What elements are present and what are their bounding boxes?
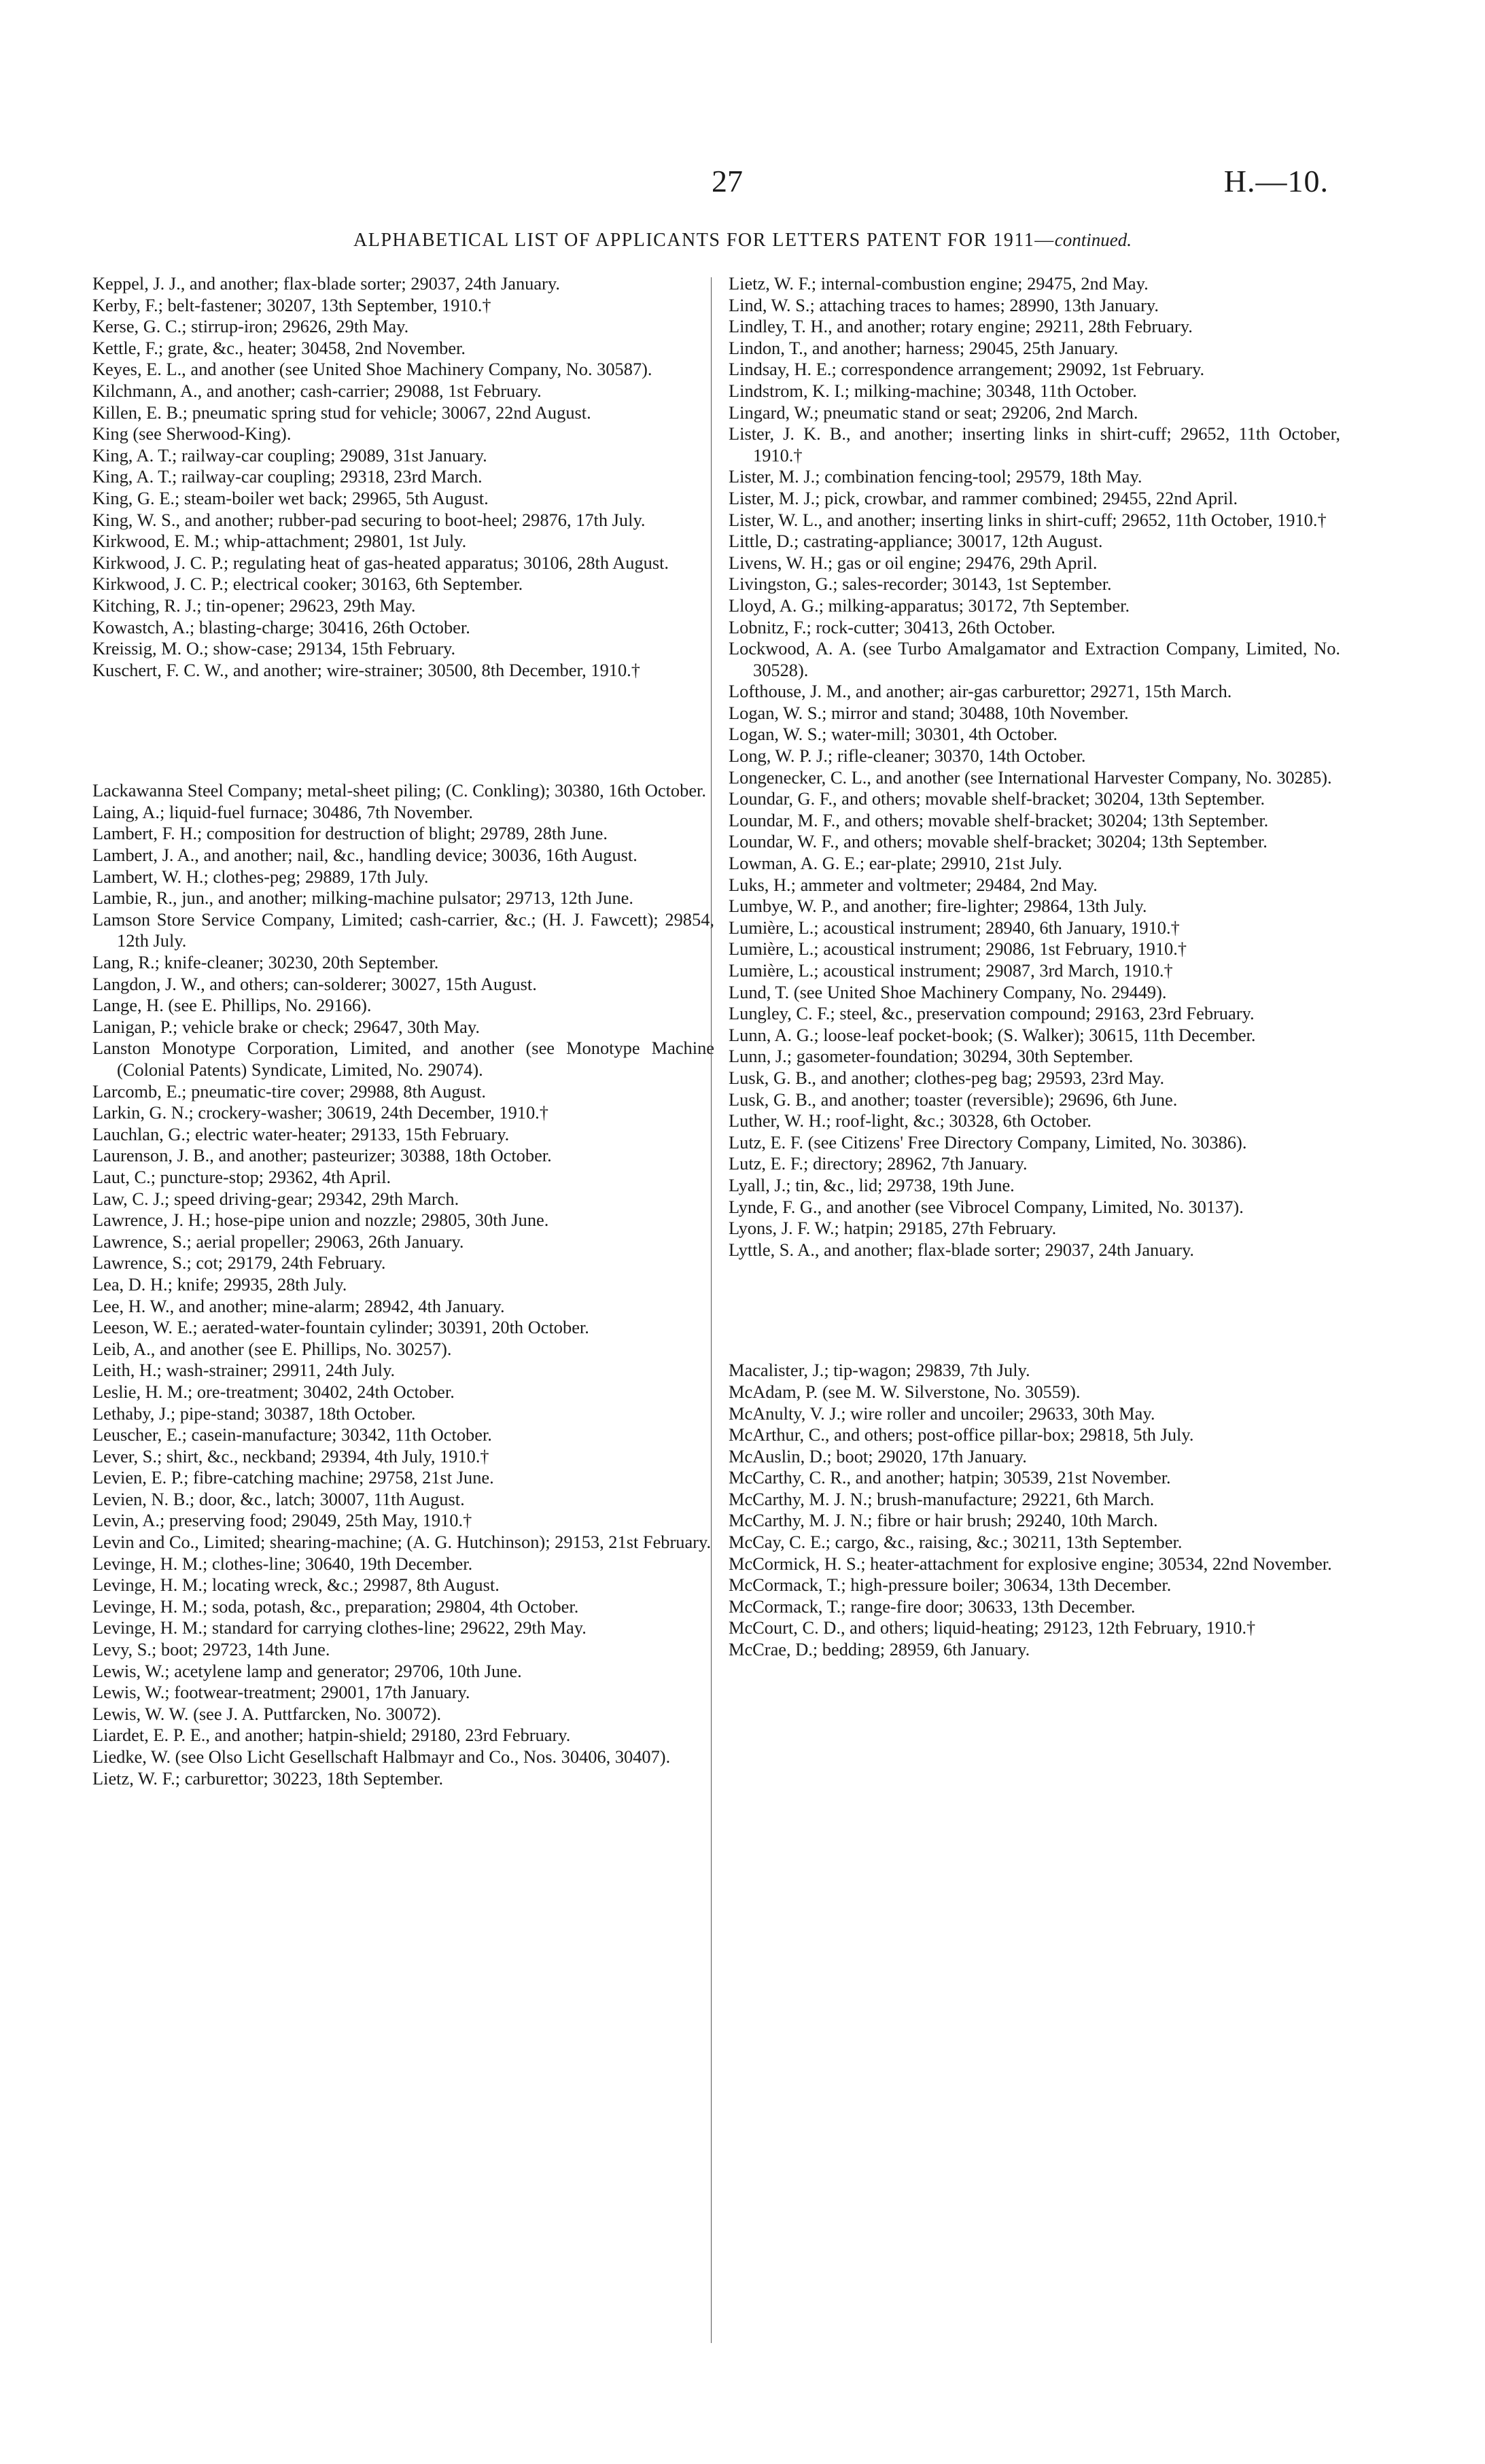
list-entry: Macalister, J.; tip-wagon; 29839, 7th July.: [729, 1360, 1030, 1381]
list-entry: Leslie, H. M.; ore-treatment; 30402, 24th October.: [92, 1381, 455, 1402]
list-entry: Lynde, F. G., and another (see Vibrocel Company, Limited, No. 30137).: [729, 1196, 1244, 1217]
list-entry: Longenecker, C. L., and another (see International Harvester Company, No. 30285).: [729, 767, 1332, 788]
list-entry: Kuschert, F. C. W., and another; wire-strainer; 30500, 8th December, 1910.†: [92, 659, 640, 680]
list-entry: Lumière, L.; acoustical instrument; 29086, 1st February, 1910.†: [729, 938, 1187, 960]
list-entry: McCormack, T.; range-fire door; 30633, 13th December.: [729, 1596, 1136, 1617]
list-entry: Lanigan, P.; vehicle brake or check; 29647, 30th May.: [92, 1016, 480, 1037]
list-entry: Lyons, J. F. W.; hatpin; 29185, 27th February.: [729, 1218, 1057, 1239]
list-entry: Lanston Monotype Corporation, Limited, and another (see Monotype Machine (Colonial Patents) Syndicate, Limited, No. 29074).: [92, 1038, 714, 1080]
list-entry: Kerby, F.; belt-fastener; 30207, 13th September, 1910.†: [92, 294, 491, 315]
list-entry: Killen, E. B.; pneumatic spring stud for vehicle; 30067, 22nd August.: [92, 402, 591, 423]
list-entry: Lea, D. H.; knife; 29935, 28th July.: [92, 1273, 347, 1295]
list-entry: Langdon, J. W., and others; can-solderer; 30027, 15th August.: [92, 973, 537, 994]
list-entry: Lethaby, J.; pipe-stand; 30387, 18th October.: [92, 1403, 416, 1424]
entry-list-m: [729, 1360, 1340, 1660]
list-entry: Levin, A.; preserving food; 29049, 25th May, 1910.†: [92, 1510, 472, 1531]
list-entry: Logan, W. S.; water-mill; 30301, 4th October.: [729, 724, 1058, 745]
list-entry: Lobnitz, F.; rock-cutter; 30413, 26th October.: [729, 616, 1055, 637]
list-entry: Loundar, M. F., and others; movable shelf-bracket; 30204; 13th September.: [729, 809, 1269, 830]
list-entry: Lindsay, H. E.; correspondence arrangement; 29092, 1st February.: [729, 359, 1205, 380]
right-column: [729, 273, 1340, 1661]
list-entry: McCourt, C. D., and others; liquid-heating; 29123, 12th February, 1910.†: [729, 1617, 1256, 1638]
list-entry: Luks, H.; ammeter and voltmeter; 29484, 2nd May.: [729, 874, 1098, 895]
list-entry: Lunn, J.; gasometer-foundation; 30294, 30th September.: [729, 1046, 1134, 1067]
list-entry: Lumbye, W. P., and another; fire-lighter; 29864, 13th July.: [729, 896, 1147, 917]
list-entry: Levinge, H. M.; soda, potash, &c., preparation; 29804, 4th October.: [92, 1596, 579, 1617]
list-entry: Lange, H. (see E. Phillips, No. 29166).: [92, 995, 372, 1016]
list-entry: Levinge, H. M.; standard for carrying clothes-line; 29622, 29th May.: [92, 1617, 587, 1638]
list-entry: Lever, S.; shirt, &c., neckband; 29394, 4th July, 1910.†: [92, 1445, 489, 1466]
list-entry: Lunn, A. G.; loose-leaf pocket-book; (S. Walker); 30615, 11th December.: [729, 1024, 1256, 1045]
list-entry: Lietz, W. F.; internal-combustion engine; 29475, 2nd May.: [729, 273, 1149, 294]
list-entry: Little, D.; castrating-appliance; 30017, 12th August.: [729, 531, 1103, 552]
list-entry: Livens, W. H.; gas or oil engine; 29476, 29th April.: [729, 552, 1098, 573]
page-code: H.—10.: [1223, 164, 1329, 198]
list-entry: Lewis, W.; footwear-treatment; 29001, 17th January.: [92, 1682, 470, 1703]
list-entry: Lutz, E. F.; directory; 28962, 7th January.: [729, 1153, 1028, 1174]
list-entry: Lambie, R., jun., and another; milking-machine pulsator; 29713, 12th June.: [92, 887, 633, 909]
list-entry: Loundar, G. F., and others; movable shelf-bracket; 30204, 13th September.: [729, 788, 1265, 809]
list-entry: Kowastch, A.; blasting-charge; 30416, 26th October.: [92, 616, 470, 637]
list-entry: Kirkwood, J. C. P.; electrical cooker; 30163, 6th September.: [92, 574, 523, 595]
list-entry: Liedke, W. (see Olso Licht Gesellschaft Halbmayr and Co., Nos. 30406, 30407).: [92, 1746, 671, 1767]
page-number: 27: [712, 164, 743, 198]
list-entry: Law, C. J.; speed driving-gear; 29342, 29th March.: [92, 1188, 459, 1209]
list-entry: King (see Sherwood-King).: [92, 423, 292, 444]
list-entry: Lister, M. J.; pick, crowbar, and rammer combined; 29455, 22nd April.: [729, 487, 1238, 508]
list-entry: Levy, S.; boot; 29723, 14th June.: [92, 1639, 330, 1660]
list-entry: Lamson Store Service Company, Limited; cash-carrier, &c.; (H. J. Fawcett); 29854, 12th July.: [92, 909, 714, 951]
list-entry: Logan, W. S.; mirror and stand; 30488, 10th November.: [729, 702, 1129, 723]
list-entry: Lloyd, A. G.; milking-apparatus; 30172, 7th September.: [729, 595, 1130, 616]
entry-list-k: [92, 273, 714, 681]
section-gap: [92, 681, 714, 780]
list-entry: McAdam, P. (see M. W. Silverstone, No. 30559).: [729, 1381, 1081, 1402]
list-entry: Lawrence, S.; aerial propeller; 29063, 26th January.: [92, 1231, 464, 1252]
list-entry: McArthur, C., and others; post-office pillar-box; 29818, 5th July.: [729, 1424, 1194, 1445]
list-entry: Laing, A.; liquid-fuel furnace; 30486, 7th November.: [92, 801, 473, 822]
list-entry: Lang, R.; knife-cleaner; 30230, 20th September.: [92, 952, 439, 973]
list-entry: Lambert, W. H.; clothes-peg; 29889, 17th July.: [92, 866, 429, 887]
list-entry: Liardet, E. P. E., and another; hatpin-shield; 29180, 23rd February.: [92, 1725, 571, 1746]
list-entry: Lackawanna Steel Company; metal-sheet piling; (C. Conkling); 30380, 16th October.: [92, 780, 706, 801]
list-entry: McCormack, T.; high-pressure boiler; 30634, 13th December.: [729, 1574, 1172, 1596]
list-entry: McCarthy, M. J. N.; brush-manufacture; 29221, 6th March.: [729, 1488, 1155, 1509]
list-entry: Lumière, L.; acoustical instrument; 28940, 6th January, 1910.†: [729, 917, 1180, 938]
list-entry: Lister, M. J.; combination fencing-tool; 29579, 18th May.: [729, 466, 1142, 487]
list-entry: Lewis, W.; acetylene lamp and generator; 29706, 10th June.: [92, 1660, 522, 1681]
list-entry: Lindon, T., and another; harness; 29045, 25th January.: [729, 337, 1119, 358]
list-entry: Keppel, J. J., and another; flax-blade sorter; 29037, 24th January.: [92, 273, 560, 294]
list-entry: Loundar, W. F., and others; movable shelf-bracket; 30204; 13th September.: [729, 831, 1268, 852]
list-entry: Livingston, G.; sales-recorder; 30143, 1st September.: [729, 574, 1112, 595]
list-entry: Lambert, J. A., and another; nail, &c., handling device; 30036, 16th August.: [92, 845, 637, 866]
list-entry: Lingard, W.; pneumatic stand or seat; 29206, 2nd March.: [729, 402, 1138, 423]
list-entry: Lee, H. W., and another; mine-alarm; 28942, 4th January.: [92, 1295, 505, 1316]
list-entry: Larcomb, E.; pneumatic-tire cover; 29988, 8th August.: [92, 1080, 486, 1102]
list-entry: Kirkwood, E. M.; whip-attachment; 29801, 1st July.: [92, 531, 467, 552]
list-entry: Lawrence, S.; cot; 29179, 24th February.: [92, 1252, 386, 1273]
list-entry: Kirkwood, J. C. P.; regulating heat of gas-heated apparatus; 30106, 28th August.: [92, 552, 669, 573]
list-entry: Leeson, W. E.; aerated-water-fountain cylinder; 30391, 20th October.: [92, 1317, 589, 1338]
page-heading: [0, 230, 1485, 251]
list-entry: McCrae, D.; bedding; 28959, 6th January.: [729, 1639, 1030, 1660]
list-entry: Lister, W. L., and another; inserting links in shirt-cuff; 29652, 11th October, 1910.†: [729, 509, 1327, 530]
list-entry: King, G. E.; steam-boiler wet back; 29965, 5th August.: [92, 487, 489, 508]
list-entry: Luther, W. H.; roof-light, &c.; 30328, 6th October.: [729, 1110, 1092, 1131]
list-entry: Lyttle, S. A., and another; flax-blade sorter; 29037, 24th January.: [729, 1239, 1195, 1260]
list-entry: King, W. S., and another; rubber-pad securing to boot-heel; 29876, 17th July.: [92, 509, 646, 530]
list-entry: Lusk, G. B., and another; clothes-peg bag; 29593, 23rd May.: [729, 1067, 1165, 1088]
list-entry: Lumière, L.; acoustical instrument; 29087, 3rd March, 1910.†: [729, 960, 1173, 981]
list-entry: Kerse, G. C.; stirrup-iron; 29626, 29th May.: [92, 316, 409, 337]
list-entry: McCay, C. E.; cargo, &c., raising, &c.; 30211, 13th September.: [729, 1532, 1183, 1553]
list-entry: Kettle, F.; grate, &c., heater; 30458, 2nd November.: [92, 337, 466, 358]
list-entry: Lauchlan, G.; electric water-heater; 29133, 15th February.: [92, 1123, 510, 1144]
entry-list-l-continued: [729, 273, 1340, 1261]
list-entry: Leith, H.; wash-strainer; 29911, 24th July.: [92, 1360, 396, 1381]
list-entry: Lyall, J.; tin, &c., lid; 29738, 19th June.: [729, 1174, 1015, 1195]
list-entry: McAnulty, V. J.; wire roller and uncoiler; 29633, 30th May.: [729, 1403, 1155, 1424]
heading-continued: continued.: [1054, 230, 1132, 250]
list-entry: Levien, N. B.; door, &c., latch; 30007, 11th August.: [92, 1488, 465, 1509]
list-entry: Lindstrom, K. I.; milking-machine; 30348, 11th October.: [729, 380, 1137, 401]
list-entry: Leib, A., and another (see E. Phillips, No. 30257).: [92, 1338, 452, 1359]
list-entry: King, A. T.; railway-car coupling; 29089, 31st January.: [92, 444, 487, 465]
list-entry: Lusk, G. B., and another; toaster (reversible); 29696, 6th June.: [729, 1089, 1178, 1110]
list-entry: Lutz, E. F. (see Citizens' Free Directory Company, Limited, No. 30386).: [729, 1131, 1247, 1152]
list-entry: Laurenson, J. B., and another; pasteurizer; 30388, 18th October.: [92, 1145, 552, 1166]
list-entry: Lockwood, A. A. (see Turbo Amalgamator and Extraction Company, Limited, No. 30528).: [729, 638, 1340, 680]
list-entry: Leuscher, E.; casein-manufacture; 30342, 11th October.: [92, 1424, 492, 1445]
list-entry: Lambert, F. H.; composition for destruction of blight; 29789, 28th June.: [92, 823, 608, 844]
list-entry: Long, W. P. J.; rifle-cleaner; 30370, 14th October.: [729, 745, 1086, 767]
entry-list-l: [92, 780, 714, 1789]
list-entry: Lawrence, J. H.; hose-pipe union and nozzle; 29805, 30th June.: [92, 1210, 549, 1231]
heading-title: ALPHABETICAL LIST OF APPLICANTS FOR LETTERS PATENT FOR 1911—: [353, 230, 1055, 251]
list-entry: McCarthy, C. R., and another; hatpin; 30539, 21st November.: [729, 1467, 1171, 1488]
list-entry: Levinge, H. M.; locating wreck, &c.; 29987, 8th August.: [92, 1574, 500, 1596]
section-gap: [729, 1261, 1340, 1360]
list-entry: Levien, E. P.; fibre-catching machine; 29758, 21st June.: [92, 1467, 494, 1488]
list-entry: Kreissig, M. O.; show-case; 29134, 15th February.: [92, 638, 456, 659]
list-entry: McCarthy, M. J. N.; fibre or hair brush; 29240, 10th March.: [729, 1510, 1158, 1531]
left-column: [92, 273, 714, 1789]
list-entry: McAuslin, D.; boot; 29020, 17th January.: [729, 1445, 1027, 1466]
list-entry: Larkin, G. N.; crockery-washer; 30619, 24th December, 1910.†: [92, 1102, 548, 1123]
list-entry: Lungley, C. F.; steel, &c., preservation compound; 29163, 23rd February.: [729, 1003, 1255, 1024]
list-entry: Lister, J. K. B., and another; inserting links in shirt-cuff; 29652, 11th October, 1910.†: [729, 423, 1340, 465]
list-entry: Lund, T. (see United Shoe Machinery Company, No. 29449).: [729, 981, 1167, 1002]
list-entry: Levin and Co., Limited; shearing-machine; (A. G. Hutchinson); 29153, 21st February.: [92, 1532, 712, 1553]
list-entry: Lowman, A. G. E.; ear-plate; 29910, 21st July.: [729, 853, 1063, 874]
list-entry: Kitching, R. J.; tin-opener; 29623, 29th May.: [92, 595, 416, 616]
list-entry: Lietz, W. F.; carburettor; 30223, 18th September.: [92, 1767, 444, 1789]
list-entry: Kilchmann, A., and another; cash-carrier; 29088, 1st February.: [92, 380, 542, 401]
column-divider: [711, 277, 712, 2343]
list-entry: Keyes, E. L., and another (see United Shoe Machinery Company, No. 30587).: [92, 359, 652, 380]
list-entry: Lofthouse, J. M., and another; air-gas carburettor; 29271, 15th March.: [729, 681, 1232, 702]
list-entry: King, A. T.; railway-car coupling; 29318, 23rd March.: [92, 466, 483, 487]
list-entry: Lewis, W. W. (see J. A. Puttfarcken, No. 30072).: [92, 1703, 442, 1724]
list-entry: McCormick, H. S.; heater-attachment for explosive engine; 30534, 22nd November.: [729, 1553, 1332, 1574]
list-entry: Lind, W. S.; attaching traces to hames; 28990, 13th January.: [729, 294, 1159, 315]
list-entry: Laut, C.; puncture-stop; 29362, 4th April.: [92, 1166, 391, 1187]
list-entry: Lindley, T. H., and another; rotary engine; 29211, 28th February.: [729, 316, 1193, 337]
list-entry: Levinge, H. M.; clothes-line; 30640, 19th December.: [92, 1553, 473, 1574]
